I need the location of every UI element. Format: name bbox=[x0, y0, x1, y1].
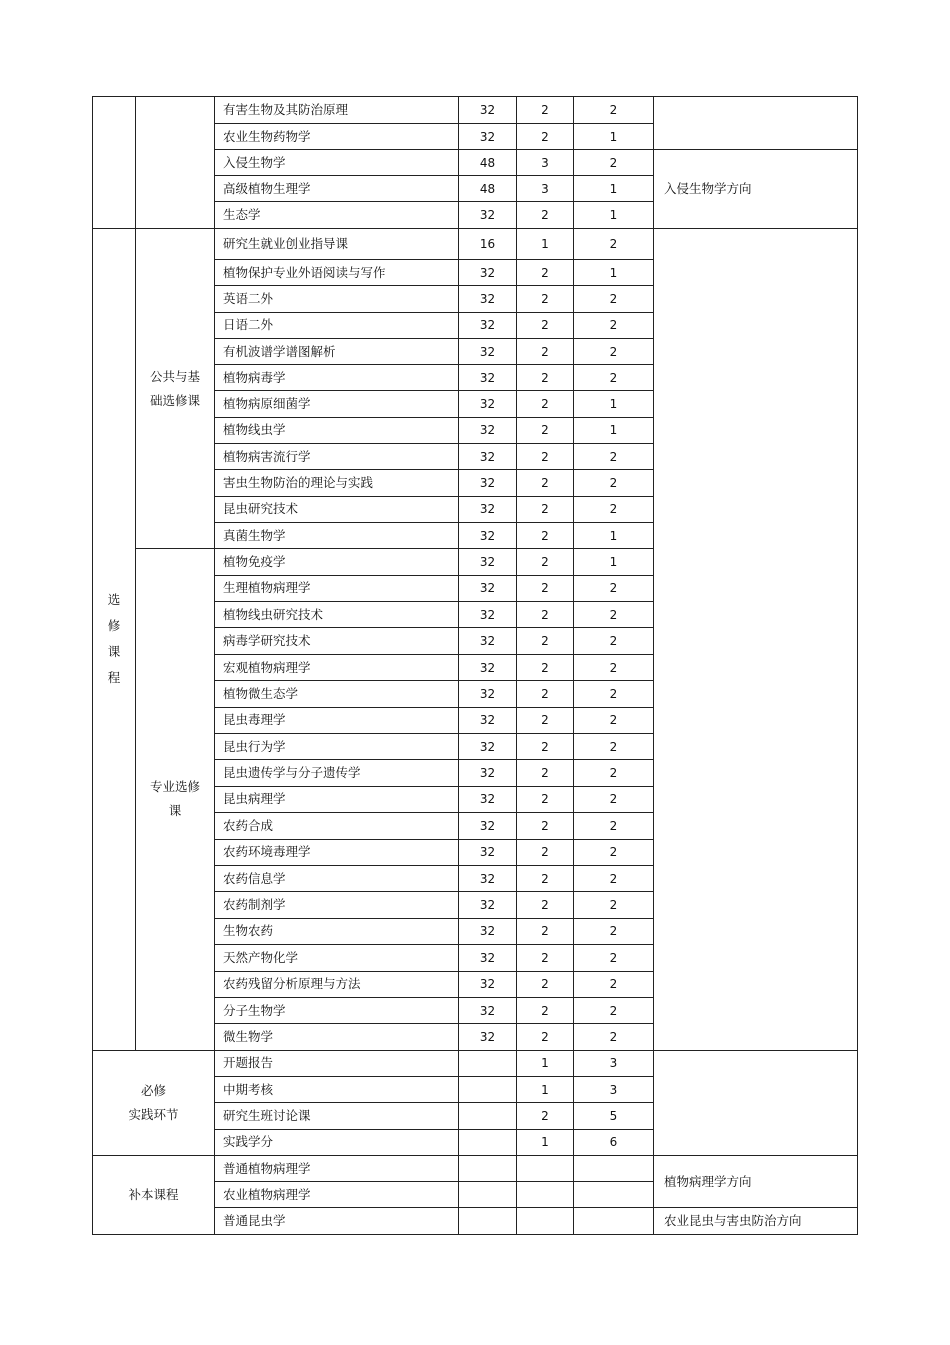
course-name: 农药环境毒理学 bbox=[215, 839, 459, 865]
course-credits: 2 bbox=[517, 971, 574, 997]
category-label-line: 程 bbox=[107, 670, 121, 686]
course-hours: 32 bbox=[459, 997, 517, 1023]
course-credits: 2 bbox=[517, 786, 574, 812]
category-label-line: 课 bbox=[168, 803, 182, 819]
course-hours: 32 bbox=[459, 286, 517, 312]
course-credits: 2 bbox=[517, 470, 574, 496]
direction-note: 植物病理学方向 bbox=[654, 1155, 858, 1208]
course-hours: 32 bbox=[459, 654, 517, 680]
course-name: 农药信息学 bbox=[215, 865, 459, 891]
course-term: 2 bbox=[574, 997, 654, 1023]
course-credits: 2 bbox=[517, 1103, 574, 1129]
category-label-line: 课 bbox=[107, 644, 121, 660]
course-term: 2 bbox=[574, 97, 654, 124]
course-credits: 2 bbox=[517, 602, 574, 628]
course-term: 2 bbox=[574, 365, 654, 391]
note-cell bbox=[654, 229, 858, 1051]
course-hours: 32 bbox=[459, 365, 517, 391]
course-name: 生理植物病理学 bbox=[215, 575, 459, 601]
course-term: 2 bbox=[574, 312, 654, 338]
course-name: 实践学分 bbox=[215, 1129, 459, 1155]
course-hours: 16 bbox=[459, 229, 517, 260]
course-hours: 32 bbox=[459, 760, 517, 786]
course-credits: 2 bbox=[517, 760, 574, 786]
course-term: 2 bbox=[574, 865, 654, 891]
course-credits: 2 bbox=[517, 892, 574, 918]
course-hours: 48 bbox=[459, 150, 517, 176]
course-name: 昆虫毒理学 bbox=[215, 707, 459, 733]
course-term: 2 bbox=[574, 786, 654, 812]
course-hours: 32 bbox=[459, 312, 517, 338]
course-name: 植物线虫学 bbox=[215, 417, 459, 443]
course-term: 1 bbox=[574, 522, 654, 548]
course-credits: 2 bbox=[517, 681, 574, 707]
category-cell bbox=[93, 97, 136, 229]
course-hours bbox=[459, 1182, 517, 1208]
course-term: 3 bbox=[574, 1050, 654, 1076]
course-term: 2 bbox=[574, 892, 654, 918]
course-credits: 3 bbox=[517, 150, 574, 176]
course-term: 2 bbox=[574, 839, 654, 865]
course-term: 1 bbox=[574, 202, 654, 229]
course-hours: 32 bbox=[459, 124, 517, 150]
course-term: 2 bbox=[574, 229, 654, 260]
course-credits: 1 bbox=[517, 1129, 574, 1155]
course-credits: 1 bbox=[517, 229, 574, 260]
course-name: 入侵生物学 bbox=[215, 150, 459, 176]
course-credits: 2 bbox=[517, 97, 574, 124]
course-term: 2 bbox=[574, 918, 654, 944]
course-credits: 2 bbox=[517, 628, 574, 654]
course-term: 2 bbox=[574, 602, 654, 628]
course-name: 农药合成 bbox=[215, 813, 459, 839]
course-credits bbox=[517, 1208, 574, 1234]
course-name: 植物免疫学 bbox=[215, 549, 459, 575]
course-name: 天然产物化学 bbox=[215, 945, 459, 971]
course-name: 真菌生物学 bbox=[215, 522, 459, 548]
course-name: 宏观植物病理学 bbox=[215, 654, 459, 680]
course-hours: 32 bbox=[459, 202, 517, 229]
course-term: 2 bbox=[574, 150, 654, 176]
course-credits: 2 bbox=[517, 945, 574, 971]
course-name: 农业生物药物学 bbox=[215, 124, 459, 150]
course-hours: 32 bbox=[459, 602, 517, 628]
direction-note: 入侵生物学方向 bbox=[654, 150, 858, 229]
course-term: 5 bbox=[574, 1103, 654, 1129]
course-hours: 32 bbox=[459, 839, 517, 865]
course-term: 2 bbox=[574, 1024, 654, 1050]
course-term: 2 bbox=[574, 654, 654, 680]
category-label-line: 专业选修 bbox=[149, 779, 200, 795]
course-hours bbox=[459, 1050, 517, 1076]
course-term: 2 bbox=[574, 286, 654, 312]
course-term bbox=[574, 1182, 654, 1208]
course-name: 微生物学 bbox=[215, 1024, 459, 1050]
category-label-line: 公共与基 bbox=[149, 368, 200, 384]
course-name: 高级植物生理学 bbox=[215, 176, 459, 202]
remedial-category-label: 补本课程 bbox=[93, 1155, 215, 1234]
course-term: 2 bbox=[574, 734, 654, 760]
course-term bbox=[574, 1208, 654, 1234]
note-cell bbox=[654, 1050, 858, 1155]
course-credits: 2 bbox=[517, 522, 574, 548]
course-credits: 1 bbox=[517, 1076, 574, 1102]
course-credits: 2 bbox=[517, 286, 574, 312]
course-name: 农药制剂学 bbox=[215, 892, 459, 918]
course-name: 生态学 bbox=[215, 202, 459, 229]
course-term: 3 bbox=[574, 1076, 654, 1102]
course-name: 普通昆虫学 bbox=[215, 1208, 459, 1234]
course-hours: 32 bbox=[459, 391, 517, 417]
course-credits: 2 bbox=[517, 549, 574, 575]
course-name: 病毒学研究技术 bbox=[215, 628, 459, 654]
course-name: 农药残留分析原理与方法 bbox=[215, 971, 459, 997]
course-hours: 32 bbox=[459, 918, 517, 944]
course-term: 2 bbox=[574, 681, 654, 707]
course-credits: 2 bbox=[517, 997, 574, 1023]
course-name: 有害生物及其防治原理 bbox=[215, 97, 459, 124]
course-hours: 32 bbox=[459, 260, 517, 286]
course-credits: 3 bbox=[517, 176, 574, 202]
course-credits: 2 bbox=[517, 444, 574, 470]
course-term: 2 bbox=[574, 628, 654, 654]
course-hours bbox=[459, 1076, 517, 1102]
table-row bbox=[93, 1155, 858, 1181]
subcategory-cell bbox=[136, 97, 215, 229]
course-name: 普通植物病理学 bbox=[215, 1155, 459, 1181]
course-hours: 32 bbox=[459, 971, 517, 997]
course-name: 中期考核 bbox=[215, 1076, 459, 1102]
course-hours bbox=[459, 1129, 517, 1155]
course-hours: 32 bbox=[459, 549, 517, 575]
course-term: 6 bbox=[574, 1129, 654, 1155]
course-name: 开题报告 bbox=[215, 1050, 459, 1076]
course-hours: 32 bbox=[459, 1024, 517, 1050]
category-label-line: 修 bbox=[107, 618, 121, 634]
course-name: 农业植物病理学 bbox=[215, 1182, 459, 1208]
course-credits: 2 bbox=[517, 124, 574, 150]
course-credits bbox=[517, 1155, 574, 1181]
course-name: 植物微生态学 bbox=[215, 681, 459, 707]
course-term: 1 bbox=[574, 391, 654, 417]
course-hours: 32 bbox=[459, 522, 517, 548]
course-name: 害虫生物防治的理论与实践 bbox=[215, 470, 459, 496]
course-credits: 2 bbox=[517, 202, 574, 229]
course-name: 植物病毒学 bbox=[215, 365, 459, 391]
course-name: 昆虫病理学 bbox=[215, 786, 459, 812]
course-credits: 2 bbox=[517, 391, 574, 417]
course-term: 2 bbox=[574, 707, 654, 733]
course-term: 1 bbox=[574, 549, 654, 575]
course-credits: 2 bbox=[517, 575, 574, 601]
category-label-line: 实践环节 bbox=[128, 1106, 179, 1122]
public-basic-label bbox=[136, 229, 215, 549]
course-term: 2 bbox=[574, 338, 654, 364]
category-label-line: 选 bbox=[107, 592, 121, 608]
course-name: 日语二外 bbox=[215, 312, 459, 338]
course-name: 分子生物学 bbox=[215, 997, 459, 1023]
course-credits: 2 bbox=[517, 260, 574, 286]
course-name: 昆虫研究技术 bbox=[215, 496, 459, 522]
course-term: 2 bbox=[574, 813, 654, 839]
note-cell bbox=[654, 97, 858, 150]
course-hours: 32 bbox=[459, 338, 517, 364]
course-term: 2 bbox=[574, 971, 654, 997]
course-hours: 32 bbox=[459, 496, 517, 522]
table-row bbox=[93, 97, 858, 124]
course-name: 昆虫行为学 bbox=[215, 734, 459, 760]
course-credits: 2 bbox=[517, 365, 574, 391]
course-term: 1 bbox=[574, 417, 654, 443]
course-hours: 32 bbox=[459, 786, 517, 812]
table-row bbox=[93, 1050, 858, 1076]
course-term: 2 bbox=[574, 444, 654, 470]
course-term: 2 bbox=[574, 760, 654, 786]
course-name: 植物病原细菌学 bbox=[215, 391, 459, 417]
course-credits: 2 bbox=[517, 707, 574, 733]
course-name: 植物病害流行学 bbox=[215, 444, 459, 470]
course-term: 2 bbox=[574, 945, 654, 971]
course-hours bbox=[459, 1208, 517, 1234]
course-hours: 32 bbox=[459, 734, 517, 760]
course-hours: 32 bbox=[459, 575, 517, 601]
course-credits: 2 bbox=[517, 839, 574, 865]
course-hours: 48 bbox=[459, 176, 517, 202]
course-credits: 2 bbox=[517, 338, 574, 364]
course-hours: 32 bbox=[459, 444, 517, 470]
table-row bbox=[93, 229, 858, 260]
course-credits: 2 bbox=[517, 918, 574, 944]
category-label-line: 必修 bbox=[140, 1082, 166, 1098]
course-hours: 32 bbox=[459, 417, 517, 443]
direction-note: 农业昆虫与害虫防治方向 bbox=[654, 1208, 858, 1234]
course-hours: 32 bbox=[459, 628, 517, 654]
course-credits: 2 bbox=[517, 1024, 574, 1050]
course-name: 昆虫遗传学与分子遗传学 bbox=[215, 760, 459, 786]
course-term: 1 bbox=[574, 124, 654, 150]
course-name: 研究生班讨论课 bbox=[215, 1103, 459, 1129]
course-hours: 32 bbox=[459, 945, 517, 971]
course-term bbox=[574, 1155, 654, 1181]
course-name: 研究生就业创业指导课 bbox=[215, 229, 459, 260]
practice-category-label bbox=[93, 1050, 215, 1155]
course-credits: 2 bbox=[517, 734, 574, 760]
course-hours: 32 bbox=[459, 470, 517, 496]
course-credits: 1 bbox=[517, 1050, 574, 1076]
professional-elective-label bbox=[136, 549, 215, 1050]
course-hours bbox=[459, 1103, 517, 1129]
category-label-line: 础选修课 bbox=[149, 392, 200, 408]
course-hours: 32 bbox=[459, 865, 517, 891]
course-hours: 32 bbox=[459, 892, 517, 918]
course-term: 1 bbox=[574, 260, 654, 286]
course-credits: 2 bbox=[517, 865, 574, 891]
course-name: 生物农药 bbox=[215, 918, 459, 944]
course-hours: 32 bbox=[459, 681, 517, 707]
course-hours bbox=[459, 1155, 517, 1181]
elective-category-label bbox=[93, 229, 136, 1051]
course-name: 英语二外 bbox=[215, 286, 459, 312]
course-term: 2 bbox=[574, 496, 654, 522]
course-name: 有机波谱学谱图解析 bbox=[215, 338, 459, 364]
course-credits bbox=[517, 1182, 574, 1208]
course-hours: 32 bbox=[459, 707, 517, 733]
course-table bbox=[92, 96, 858, 1235]
course-hours: 32 bbox=[459, 97, 517, 124]
course-credits: 2 bbox=[517, 417, 574, 443]
course-credits: 2 bbox=[517, 312, 574, 338]
course-term: 1 bbox=[574, 176, 654, 202]
course-name: 植物保护专业外语阅读与写作 bbox=[215, 260, 459, 286]
course-credits: 2 bbox=[517, 813, 574, 839]
course-term: 2 bbox=[574, 470, 654, 496]
course-credits: 2 bbox=[517, 496, 574, 522]
course-term: 2 bbox=[574, 575, 654, 601]
course-hours: 32 bbox=[459, 813, 517, 839]
course-name: 植物线虫研究技术 bbox=[215, 602, 459, 628]
course-credits: 2 bbox=[517, 654, 574, 680]
